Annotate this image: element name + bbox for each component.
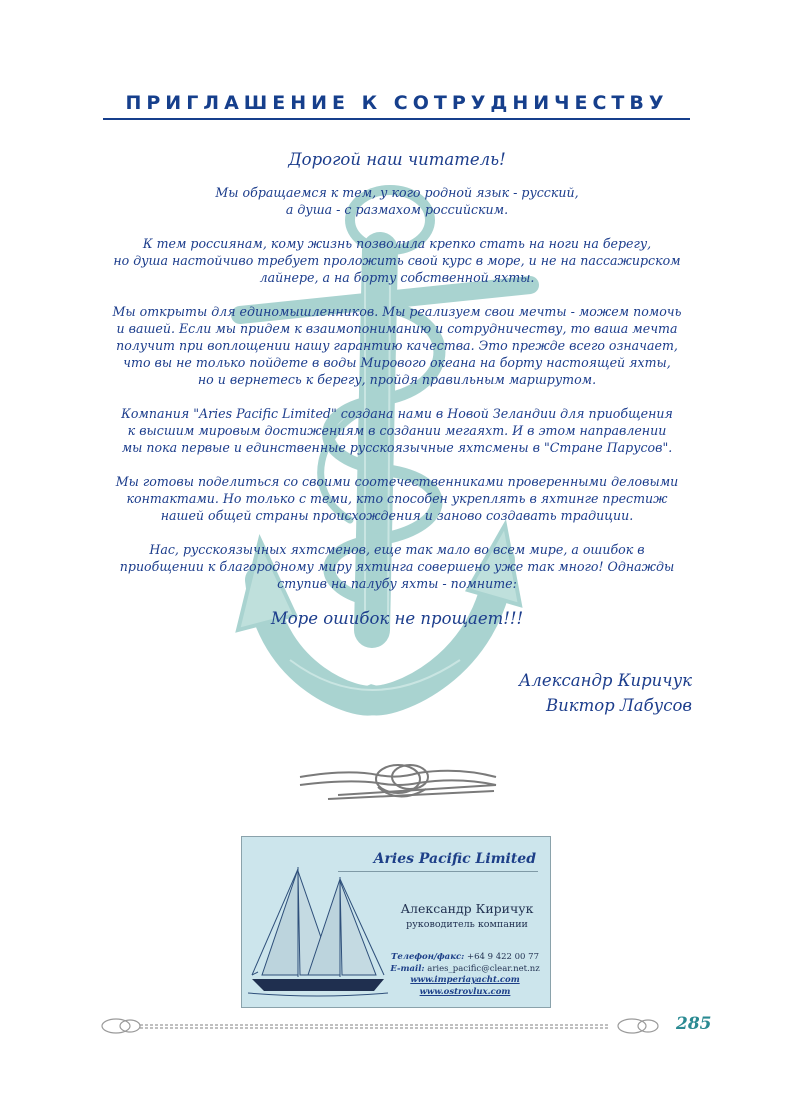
text-line: что вы не только пойдете в воды Мирового океана на борту настоящей яхты, (123, 355, 671, 370)
letter-paragraph (104, 184, 690, 218)
sailing-yacht-icon (248, 857, 388, 1007)
letter-paragraph (104, 473, 690, 524)
letter-body (104, 150, 690, 646)
text-line: приобщении к благородному миру яхтинга совершено уже так много! Однажды (119, 559, 675, 574)
page-number: 285 (676, 1014, 712, 1034)
business-card (241, 836, 551, 1008)
card-role: руководитель компании (406, 919, 528, 930)
text-line: Мы обращаемся к тем, у кого родной язык - русский, (215, 185, 579, 200)
website-link-ostrovlux[interactable]: www.ostrovlux.com (419, 986, 511, 997)
text-line: Мы готовы поделиться со своими соотечественниками проверенными деловыми (115, 474, 679, 489)
text-line: и вашей. Если мы придем к взаимопониманию и сотрудничеству, то ваша мечта (116, 321, 678, 336)
card-phone-line (382, 952, 548, 964)
email-value[interactable]: aries_pacific@clear.net.nz (424, 963, 540, 974)
card-contacts (382, 952, 548, 998)
text-line: но и вернетесь к берегу, пройдя правильным маршрутом. (197, 372, 597, 387)
text-line: мы пока первые и единственные русскоязычные яхтсмены в "Стране Парусов". (121, 440, 673, 455)
signature-labusov: Виктор Лабусов (545, 696, 692, 715)
text-line: Нас, русскоязычных яхтсменов, еще так мало во всем мире, а ошибок в (149, 542, 645, 557)
text-line: ступив на палубу яхты - помните: (277, 576, 517, 591)
footer-rope-icon (100, 1016, 680, 1036)
letter-motto: Море ошибок не прощает!!! (270, 609, 524, 628)
text-line: нашей общей страны происхождения и заново создавать традиции. (160, 508, 634, 523)
page-title: ПРИГЛАШЕНИЕ К СОТРУДНИЧЕСТВУ (125, 92, 669, 114)
email-label: E-mail: (390, 963, 425, 974)
phone-label: Телефон/факс: (391, 952, 465, 962)
letter-paragraph (104, 303, 690, 388)
card-email-line (382, 964, 548, 976)
card-name: Александр Киричук (400, 901, 534, 916)
signatures (519, 668, 692, 718)
letter-paragraph (104, 541, 690, 592)
text-line: лайнере, а на борту собственной яхты. (259, 270, 535, 285)
card-company: Aries Pacific Limited (373, 851, 536, 867)
header-rule (103, 118, 690, 120)
signature-kirichuk: Александр Киричук (518, 671, 692, 690)
letter-greeting: Дорогой наш читатель! (288, 150, 506, 169)
text-line: Мы открыты для единомышленников. Мы реализуем свои мечты - можем помочь (112, 304, 682, 319)
letter-paragraph (104, 235, 690, 286)
text-line: получит при воплощении нашу гарантию качества. Это прежде всего означает, (116, 338, 678, 353)
text-line: К тем россиянам, кому жизнь позволила крепко стать на ноги на берегу, (142, 236, 652, 251)
text-line: контактами. Но только с теми, кто способен укреплять в яхтинге престиж (126, 491, 668, 506)
letter-paragraph (104, 405, 690, 456)
card-rule (338, 871, 538, 872)
text-line: а душа - с размахом российским. (285, 202, 509, 217)
text-line: но душа настойчиво требует проложить свой курс в море, и не на пассажирском (113, 253, 681, 268)
phone-value: +64 9 422 00 77 (464, 952, 539, 962)
text-line: Компания "Aries Pacific Limited" создана нами в Новой Зеландии для приобщения (121, 406, 673, 421)
website-link-imperiayacht[interactable]: www.imperiayacht.com (410, 975, 520, 985)
text-line: к высшим мировым достижениям в создании мегаяхт. И в этом направлении (127, 423, 667, 438)
rope-knot-icon (298, 755, 498, 805)
